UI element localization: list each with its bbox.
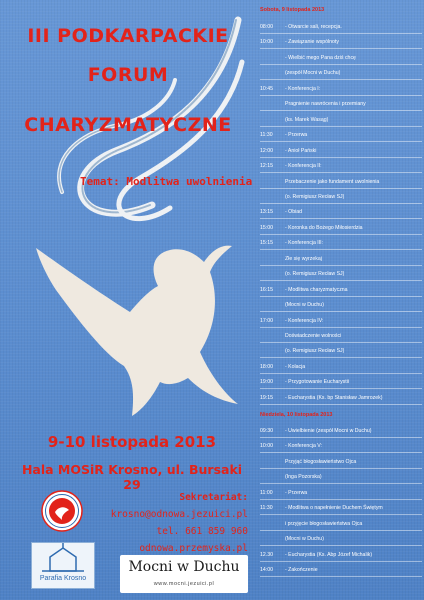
- schedule-text: - Konferencja IV:: [285, 317, 324, 324]
- church-icon: [32, 543, 94, 573]
- contact-website[interactable]: odnowa.przemyska.pl: [139, 543, 248, 554]
- schedule-text: (o. Remigiusz Recław SJ): [285, 193, 345, 200]
- schedule-text: - Anioł Pański: [285, 147, 317, 154]
- schedule-text: - Zakończenie: [285, 567, 318, 574]
- schedule-time: 19:00: [260, 379, 273, 386]
- schedule-row: [260, 84, 422, 96]
- schedule-time: 12.30: [260, 551, 273, 558]
- schedule-time: 10:00: [260, 443, 273, 450]
- schedule-time: 10:00: [260, 39, 273, 46]
- schedule-text: - Konferencja I:: [285, 85, 321, 92]
- schedule-text: Przebaczenie jako fundament uwolnienia: [285, 178, 380, 185]
- schedule-time: 12:15: [260, 163, 273, 170]
- schedule-row: [260, 331, 422, 343]
- schedule-time: 18:00: [260, 363, 273, 370]
- schedule-row: [260, 22, 422, 34]
- secretariat-label: Sekretariat:: [179, 492, 248, 503]
- schedule-text: - Zawiązanie wspólnoty: [285, 39, 339, 46]
- theme-label: Temat:: [80, 175, 120, 188]
- schedule-text: - Przerwa: [285, 132, 308, 139]
- schedule-row: [260, 177, 422, 189]
- theme: [80, 175, 252, 188]
- schedule-text: - Kolacja: [285, 363, 306, 370]
- event-venue: Hala MOSiR Krosno, ul. Bursaki 29: [21, 462, 243, 492]
- schedule-row: [260, 393, 422, 405]
- dove-icon: [36, 246, 238, 416]
- schedule-row: [260, 146, 422, 158]
- schedule-row: [260, 519, 422, 531]
- schedule-text: - Modlitwa o napełnienie Duchem Świętym: [285, 505, 383, 512]
- title-line-1: III PODKARPACKIE: [27, 25, 229, 47]
- schedule-text: - Eucharystia (Ks. bp Stanisław Jamrozek): [285, 394, 383, 401]
- schedule-text: - Koronka do Bożego Miłosierdzia: [285, 224, 363, 231]
- parafia-logo-text: Parafia Krosno: [39, 575, 87, 582]
- title-line-3: CHARYZMATYCZNE: [24, 114, 232, 136]
- schedule-text: - Konferencja V:: [285, 443, 323, 450]
- contact-phone[interactable]: tel. 661 859 960: [156, 526, 248, 537]
- schedule-text: - Konferencja II:: [285, 163, 322, 170]
- schedule-text: i przyjęcie błogosławieństwa Ojca: [285, 520, 363, 527]
- schedule-row: [260, 441, 422, 453]
- schedule-time: 13:15: [260, 209, 273, 216]
- schedule-time: 11:30: [260, 505, 273, 512]
- schedule-text: - Wielbić mego Pana dziś chcę: [285, 54, 356, 61]
- schedule-row: [260, 565, 422, 577]
- schedule-row: [260, 316, 422, 328]
- odnowa-logo-icon: [41, 490, 83, 532]
- schedule-text: - Otwarcie sali, recepcja.: [285, 24, 342, 30]
- schedule-text: Pragnienie nawrócenia i przemiany: [285, 101, 366, 108]
- contact-block: [80, 489, 248, 557]
- schedule-text: (Inga Pozorska): [285, 474, 322, 481]
- schedule-text: (zespół Mocni w Duchu): [285, 70, 341, 77]
- theme-value: Modlitwa uwolnienia: [126, 175, 253, 188]
- contact-email-line: [80, 489, 248, 523]
- schedule-row: [260, 37, 422, 49]
- sunday-heading: Niedziela, 10 listopada 2013: [260, 412, 333, 418]
- schedule-row: [260, 426, 422, 438]
- schedule-row: [260, 115, 422, 127]
- schedule-text: Przyjąć błogosławieństwo Ojca: [285, 458, 357, 465]
- schedule-text: Doświadczenie wolności: [285, 333, 342, 339]
- schedule-row: [260, 269, 422, 281]
- mocni-w-duchu-logo: [120, 555, 248, 593]
- schedule-row: [260, 238, 422, 250]
- schedule-text: (o. Remigiusz Recław SJ): [285, 271, 345, 278]
- schedule-row: [260, 503, 422, 515]
- event-dates: 9-10 listopada 2013: [47, 433, 217, 451]
- schedule-time: 16:15: [260, 286, 273, 293]
- schedule-row: [260, 53, 422, 65]
- schedule-time: 11:00: [260, 489, 273, 496]
- schedule-time: 10:45: [260, 85, 273, 92]
- schedule-text: - Modlitwa charyzmatyczna: [285, 286, 348, 293]
- schedule-time: 14:00: [260, 567, 273, 574]
- schedule-text: - Przygotowanie Eucharystii: [285, 379, 350, 386]
- schedule-row: [260, 223, 422, 235]
- mocni-logo-url[interactable]: www.mocni.jezuici.pl: [153, 581, 215, 587]
- schedule-row: [260, 472, 422, 484]
- schedule-row: [260, 285, 422, 297]
- schedule-row: [260, 377, 422, 389]
- schedule-text: - Obiad: [285, 209, 303, 216]
- contact-email[interactable]: krosno@odnowa.jezuici.pl: [110, 509, 248, 520]
- schedule-text: Złe się wyrzekaj: [285, 255, 322, 262]
- schedule-text: - Uwielbienie (zespół Mocni w Duchu): [285, 428, 372, 434]
- schedule-row: [260, 488, 422, 500]
- parafia-logo: [31, 542, 95, 589]
- schedule-row: [260, 99, 422, 111]
- schedule-text: (o. Remigiusz Recław SJ): [285, 348, 345, 355]
- schedule-time: 15:15: [260, 240, 273, 247]
- schedule-row: [260, 192, 422, 204]
- schedule-text: (ks. Marek Wasąg): [285, 116, 329, 123]
- schedule-row: [260, 457, 422, 469]
- schedule-row: [260, 207, 422, 219]
- schedule-text: - Przerwa: [285, 489, 308, 496]
- mocni-logo-name: Mocni w Duchu: [128, 559, 240, 575]
- schedule-row: [260, 68, 422, 80]
- title-line-2: FORUM: [87, 64, 169, 86]
- schedule-row: [260, 362, 422, 374]
- schedule-row: [260, 300, 422, 312]
- schedule-text: (Mocni w Duchu): [285, 536, 324, 543]
- schedule-row: [260, 550, 422, 562]
- schedule-text: - Konferencja III:: [285, 240, 324, 247]
- schedule-text: (Mocni w Duchu): [285, 302, 324, 309]
- schedule-text: - Eucharystia (Ks. Abp Józef Michalik): [285, 551, 373, 558]
- schedule-row: [260, 254, 422, 266]
- saturday-heading: Sobota, 9 listopada 2013: [260, 7, 325, 13]
- schedule-row: [260, 130, 422, 142]
- schedule-panel: [251, 0, 424, 600]
- schedule-time: 19:15: [260, 394, 273, 401]
- schedule-time: 15:00: [260, 224, 273, 231]
- schedule-time: 08:00: [260, 24, 273, 30]
- schedule-time: 11:30: [260, 132, 273, 139]
- schedule-time: 17:00: [260, 317, 273, 324]
- schedule-row: [260, 534, 422, 546]
- schedule-time: 12:00: [260, 147, 273, 154]
- schedule-time: 09:30: [260, 428, 273, 434]
- schedule-row: [260, 161, 422, 173]
- schedule-row: [260, 346, 422, 358]
